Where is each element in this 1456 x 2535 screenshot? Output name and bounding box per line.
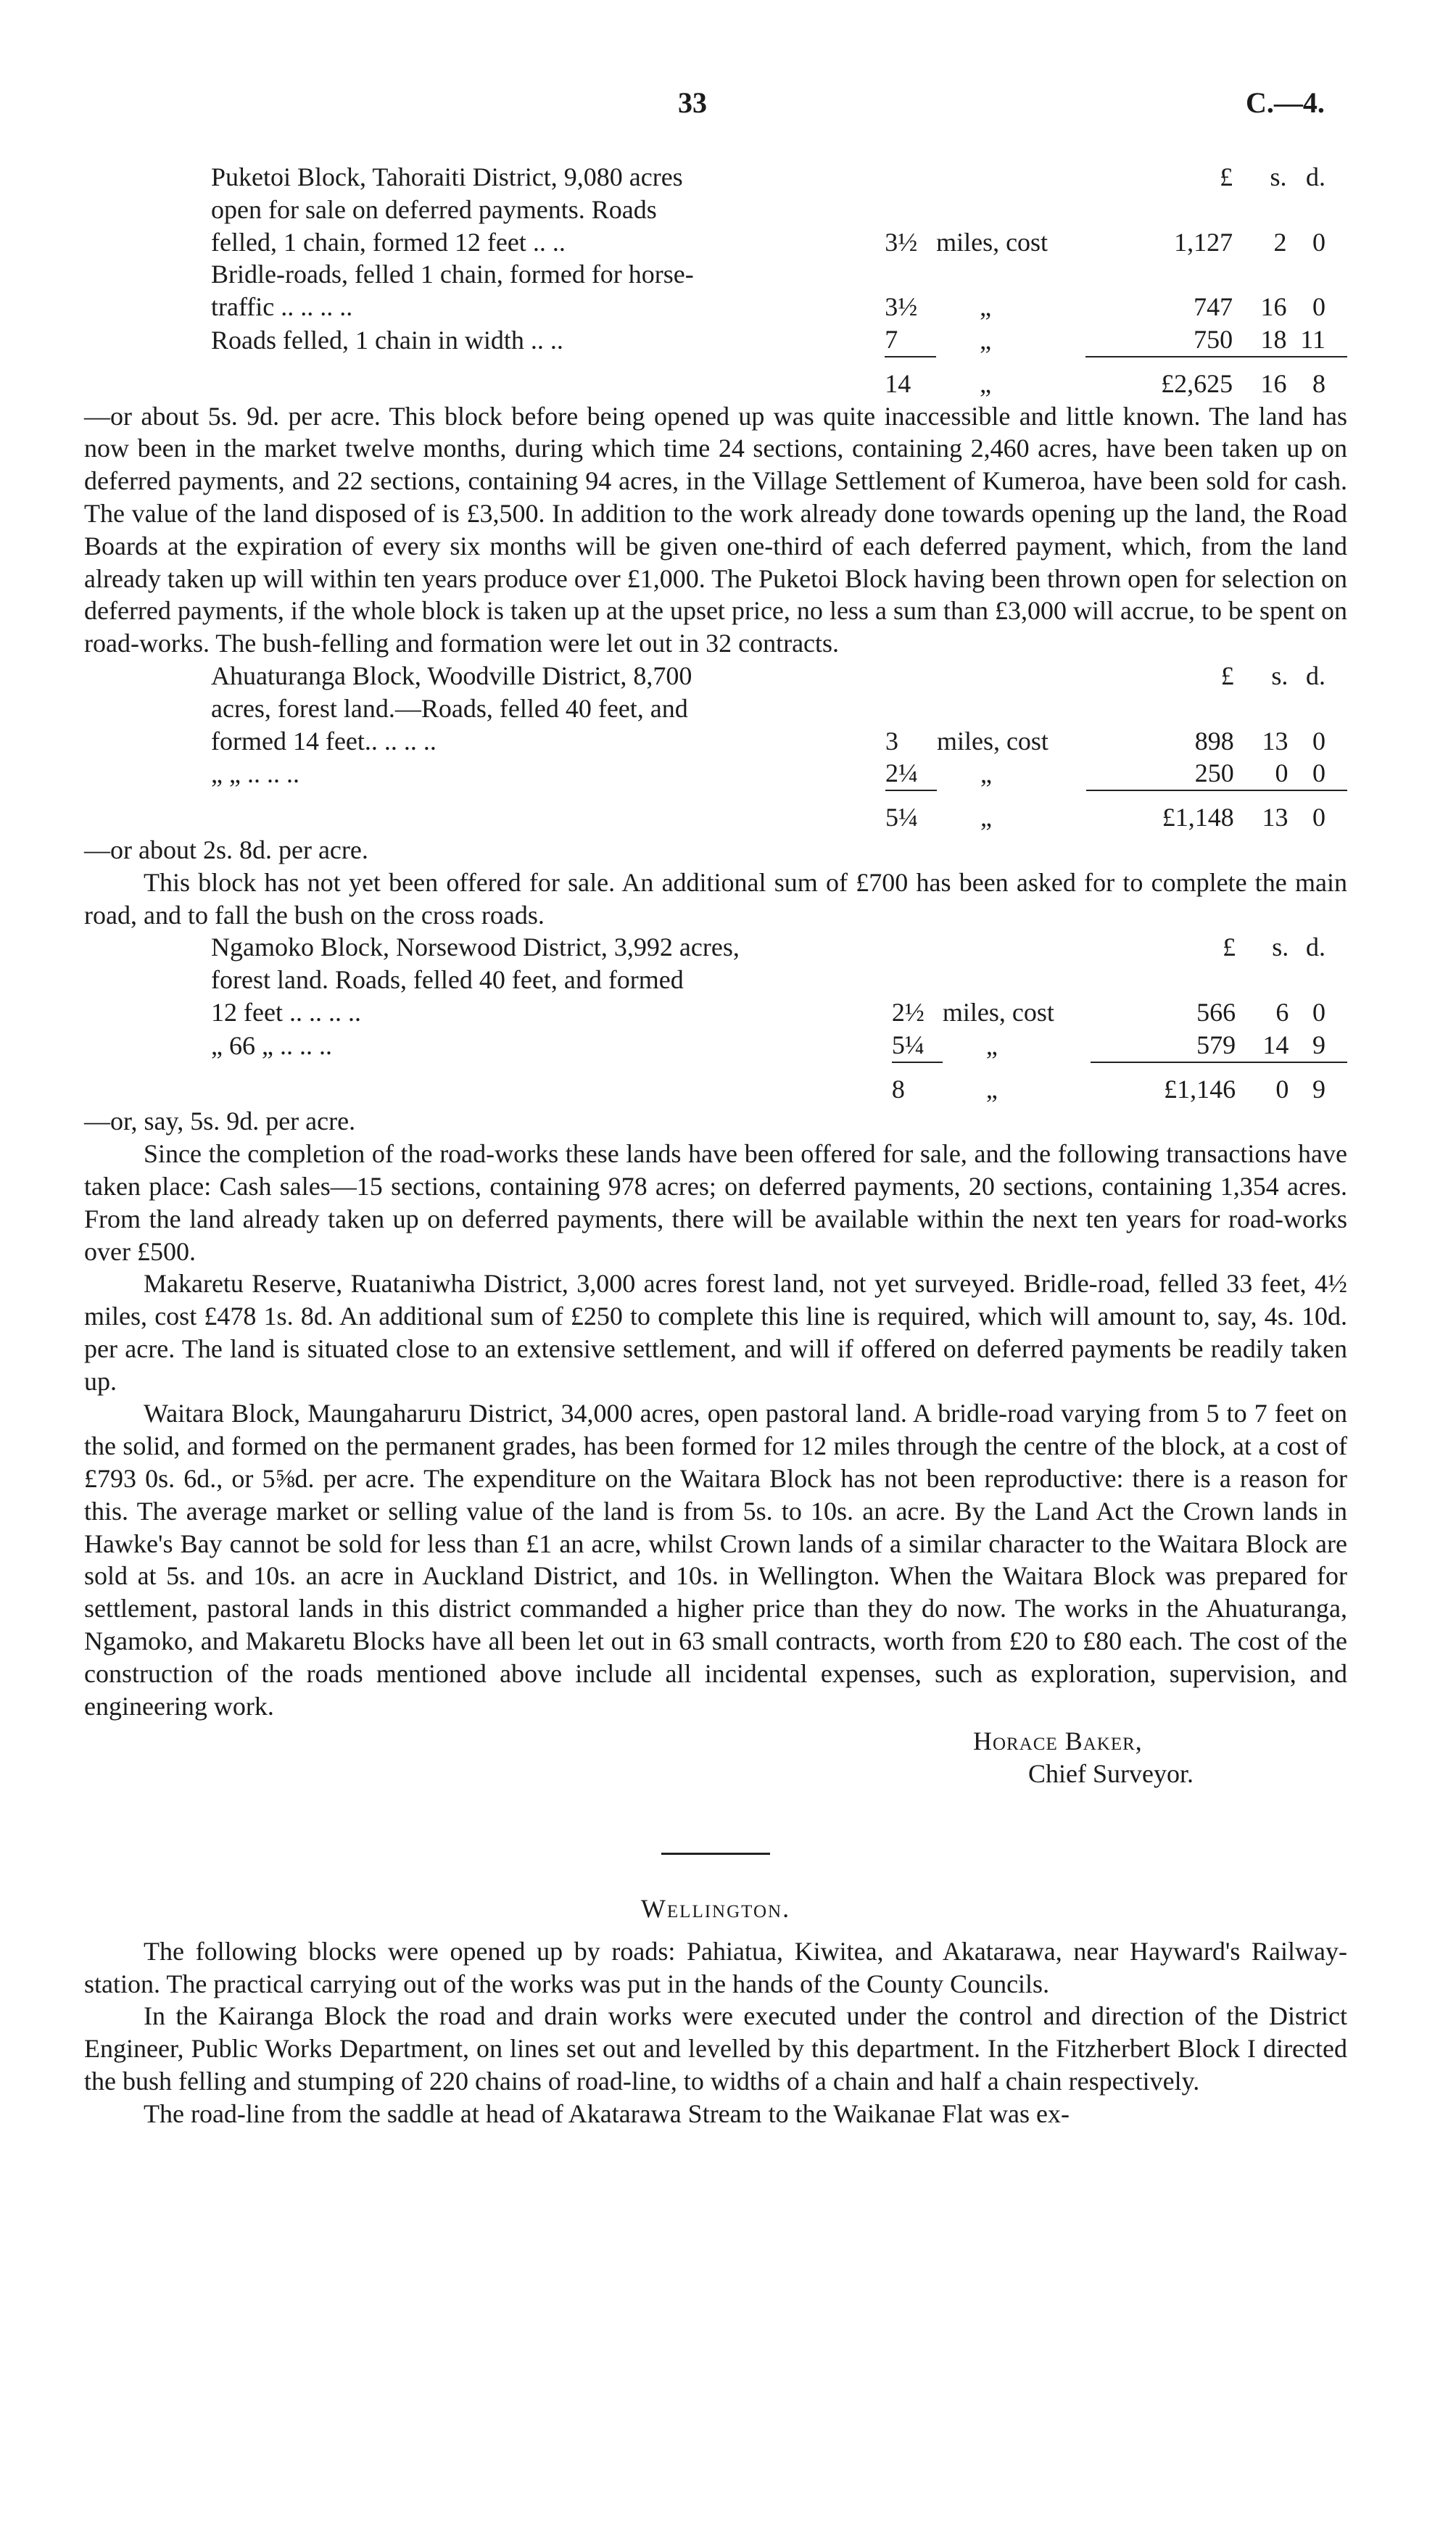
block-description-line: open for sale on deferred payments. Roads	[211, 194, 657, 224]
block-description-line: Puketoi Block, Tahoraiti District, 9,080 acres	[211, 162, 683, 191]
row-description: „ „ .. .. ..	[211, 759, 299, 789]
row-shillings	[1233, 258, 1286, 291]
row-unit	[936, 258, 1085, 291]
row-length	[885, 258, 936, 291]
total-length: 5¼	[885, 790, 937, 834]
total-shillings: 0	[1236, 1062, 1289, 1106]
row-pence: 0	[1312, 758, 1325, 788]
total-row	[84, 790, 1347, 834]
table-row	[84, 161, 1347, 194]
row-shillings: 6	[1275, 997, 1289, 1027]
puketoi-paragraph: —or about 5s. 9d. per acre. This block before being opened up was quite inaccessible and little known. The land has now been in the market twelve months, during which time 24 sections, containing 2,460 acres, have been taken up on deferred payments, and 22 sections, containing 94 acres, in the Village Settlement of Kumeroa, have been sold for cash. The value of the land disposed of is £3,500. In addition to the work already done towards opening up the land, the Road Boards at the expiration of every six months will be given one-third of each deferred payment, which, from the land already taken up will within ten years produce over £1,000. The Puketoi Block having been thrown open for selection on deferred payments, if the whole block is taken up at the upset price, no less a sum than £3,000 will accrue, to be spent on road-works. The bush-felling and formation were let out in 32 contracts.	[84, 401, 1347, 658]
table-row	[84, 1029, 1347, 1062]
section-divider	[661, 1853, 770, 1855]
row-shillings: 18	[1260, 324, 1287, 354]
ahuaturanga-per-acre: —or about 2s. 8d. per acre.	[84, 835, 368, 864]
table-row	[84, 258, 1347, 291]
row-pence: 0	[1312, 227, 1325, 257]
block-description-line: Ahuaturanga Block, Woodville District, 8,700	[211, 661, 692, 690]
row-unit: miles, cost	[936, 726, 1048, 756]
page-number: 33	[678, 86, 707, 119]
table-row	[84, 931, 1347, 964]
block-description-line: forest land. Roads, felled 40 feet, and formed	[211, 965, 684, 995]
document-reference: C.—4.	[1246, 86, 1325, 119]
total-pounds: £1,148	[1086, 790, 1234, 834]
row-shillings: 14	[1262, 1030, 1289, 1059]
row-description: felled, 1 chain, formed 12 feet .. ..	[211, 227, 566, 257]
row-unit: „	[985, 1030, 998, 1060]
total-unit: „	[980, 803, 992, 832]
total-pounds: £2,625	[1085, 357, 1233, 400]
table-row	[84, 996, 1347, 1029]
row-description: formed 14 feet.. .. .. ..	[211, 726, 437, 756]
table-row	[84, 692, 1347, 725]
row-description: Roads felled, 1 chain in width .. ..	[211, 325, 563, 355]
shillings-header: s.	[1271, 661, 1289, 690]
wellington-paragraph: The road-line from the saddle at head of Akatarawa Stream to the Waikanae Flat was ex-	[144, 2098, 1070, 2128]
ahuaturanga-cost-table	[84, 660, 1347, 834]
row-pounds	[1085, 258, 1233, 291]
row-shillings: 16	[1260, 292, 1287, 322]
ahuaturanga-paragraph: This block has not yet been offered for sale. An additional sum of £700 has been asked for to complete the main road, and to fall the bush on the cross roads.	[84, 867, 1347, 930]
puketoi-cost-table	[84, 161, 1347, 400]
row-pence: 9	[1312, 1030, 1325, 1059]
row-pounds: 1,127	[1174, 227, 1233, 257]
row-pence: 0	[1312, 726, 1325, 756]
row-unit: „	[980, 759, 992, 789]
pounds-header: £	[1220, 661, 1234, 690]
wellington-paragraph: The following blocks were opened up by roads: Pahiatua, Kiwitea, and Akatarawa, near Hayward's Railway-station. The practical carrying out of the works was put in the hands of the County Councils.	[84, 1936, 1347, 1998]
row-description: traffic .. .. .. ..	[211, 292, 353, 322]
total-unit: „	[985, 1074, 998, 1104]
ngamoko-cost-table	[84, 931, 1347, 1105]
row-unit: „	[980, 325, 992, 355]
pence-header: d.	[1306, 661, 1325, 690]
row-pence	[1287, 258, 1347, 291]
wellington-paragraph: In the Kairanga Block the road and drain works were executed under the control and direction of the District Engineer, Public Works Department, on lines set out and levelled by this department. In the Fitzherbert Block I directed the bush felling and stumping of 220 chains of road-line, to widths of a chain and half a chain respectively.	[84, 2001, 1347, 2096]
row-pounds: 250	[1194, 758, 1234, 788]
row-pence: 0	[1312, 292, 1325, 322]
row-length: 3½	[885, 227, 918, 257]
ngamoko-per-acre: —or, say, 5s. 9d. per acre.	[84, 1107, 356, 1136]
row-pounds: 747	[1194, 292, 1233, 322]
total-unit: „	[980, 368, 992, 398]
row-length: 7	[885, 324, 898, 354]
total-pounds: £1,146	[1091, 1062, 1236, 1106]
row-shillings: 13	[1262, 726, 1289, 756]
row-pounds: 750	[1194, 324, 1233, 354]
total-shillings: 16	[1233, 357, 1286, 400]
row-shillings: 2	[1273, 227, 1287, 257]
total-pence: 8	[1287, 357, 1347, 400]
shillings-header: s.	[1272, 932, 1289, 962]
ngamoko-paragraph: Since the completion of the road-works these lands have been offered for sale, and the following transactions have taken place: Cash sales—15 sections, containing 978 acres; on deferred payments, 20 sections, containing 1,354 acres. From the land already taken up on deferred payments, there will be available within the next ten years for road-works over £500.	[84, 1139, 1347, 1266]
row-description: Bridle-roads, felled 1 chain, formed for horse-	[211, 260, 694, 289]
row-pounds: 566	[1196, 997, 1236, 1027]
waitara-paragraph: Waitara Block, Maungaharuru District, 34,000 acres, open pastoral land. A bridle-road varying from 5 to 7 feet on the solid, and formed on the permanent grades, has been formed for 12 miles through the centre of the block, at a cost of £793 0s. 6d., or 5⅝d. per acre. The expenditure on the Waitara Block has not been reproductive: there is a reason for this. The average market or selling value of the land is from 5s. to 10s. an acre. By the Land Act the Crown lands in Hawke's Bay cannot be sold for less than £1 an acre, whilst Crown lands of a similar character to the Waitara Block are sold at 5s. and 10s. an acre in Auckland District, and 10s. in Wellington. When the Waitara Block was prepared for settlement, pastoral lands in this district commanded a higher price than they do now. The works in the Ahuaturanga, Ngamoko, and Makaretu Blocks have all been let out in 63 small contracts, worth from £20 to £80 each. The cost of the construction of the roads mentioned above include all incidental expenses, such as exploration, supervision, and engineering work.	[84, 1399, 1347, 1721]
row-pounds: 898	[1194, 726, 1234, 756]
total-pence: 9	[1289, 1062, 1347, 1106]
row-description: „ 66 „ .. .. ..	[211, 1030, 332, 1060]
row-unit: miles, cost	[942, 997, 1054, 1027]
table-row	[84, 725, 1347, 758]
section-heading: Wellington.	[640, 1894, 791, 1924]
pounds-header: £	[1220, 162, 1233, 191]
signatory-title: Chief Surveyor.	[1028, 1759, 1194, 1789]
row-pounds: 579	[1196, 1030, 1236, 1059]
table-row	[84, 291, 1347, 323]
table-row	[84, 194, 1347, 226]
row-pence: 11	[1300, 324, 1325, 354]
block-description-line: acres, forest land.—Roads, felled 40 feet, and	[211, 693, 688, 723]
total-pence: 0	[1288, 790, 1347, 834]
total-length: 8	[892, 1062, 943, 1106]
row-length: 3½	[885, 292, 918, 322]
table-row	[84, 757, 1347, 790]
row-description: 12 feet .. .. .. ..	[211, 997, 361, 1027]
table-row	[84, 964, 1347, 996]
row-length: 3	[885, 726, 898, 756]
makaretu-paragraph: Makaretu Reserve, Ruataniwha District, 3,000 acres forest land, not yet surveyed. Bridle-road, felled 33 feet, 4½ miles, cost £478 1s. 8d. An additional sum of £250 to complete this line is required, which will amount to, say, 4s. 10d. per acre. The land is situated close to an extensive settlement, and will if offered on deferred payments be readily taken up.	[84, 1269, 1347, 1396]
table-row	[84, 660, 1347, 692]
table-row	[84, 226, 1347, 259]
page-content	[84, 161, 1347, 2130]
total-row	[84, 1062, 1347, 1106]
row-length: 5¼	[891, 1030, 925, 1059]
row-length: 2½	[891, 997, 925, 1027]
pence-header: d.	[1306, 162, 1325, 191]
signature-block	[84, 1725, 1347, 1790]
total-length: 14	[885, 357, 936, 400]
block-description-line: Ngamoko Block, Norsewood District, 3,992 acres,	[211, 932, 740, 962]
row-pence: 0	[1312, 997, 1325, 1027]
row-shillings: 0	[1275, 758, 1289, 788]
signatory-name: Horace Baker,	[973, 1726, 1143, 1756]
row-unit: miles, cost	[936, 227, 1048, 257]
shillings-header: s.	[1270, 162, 1287, 191]
total-shillings: 13	[1234, 790, 1289, 834]
pounds-header: £	[1223, 932, 1236, 962]
total-row	[84, 357, 1347, 400]
table-row	[84, 323, 1347, 357]
page-header	[0, 86, 1456, 129]
row-length: 2¼	[885, 758, 918, 788]
pence-header: d.	[1306, 932, 1325, 962]
row-unit: „	[980, 292, 992, 322]
